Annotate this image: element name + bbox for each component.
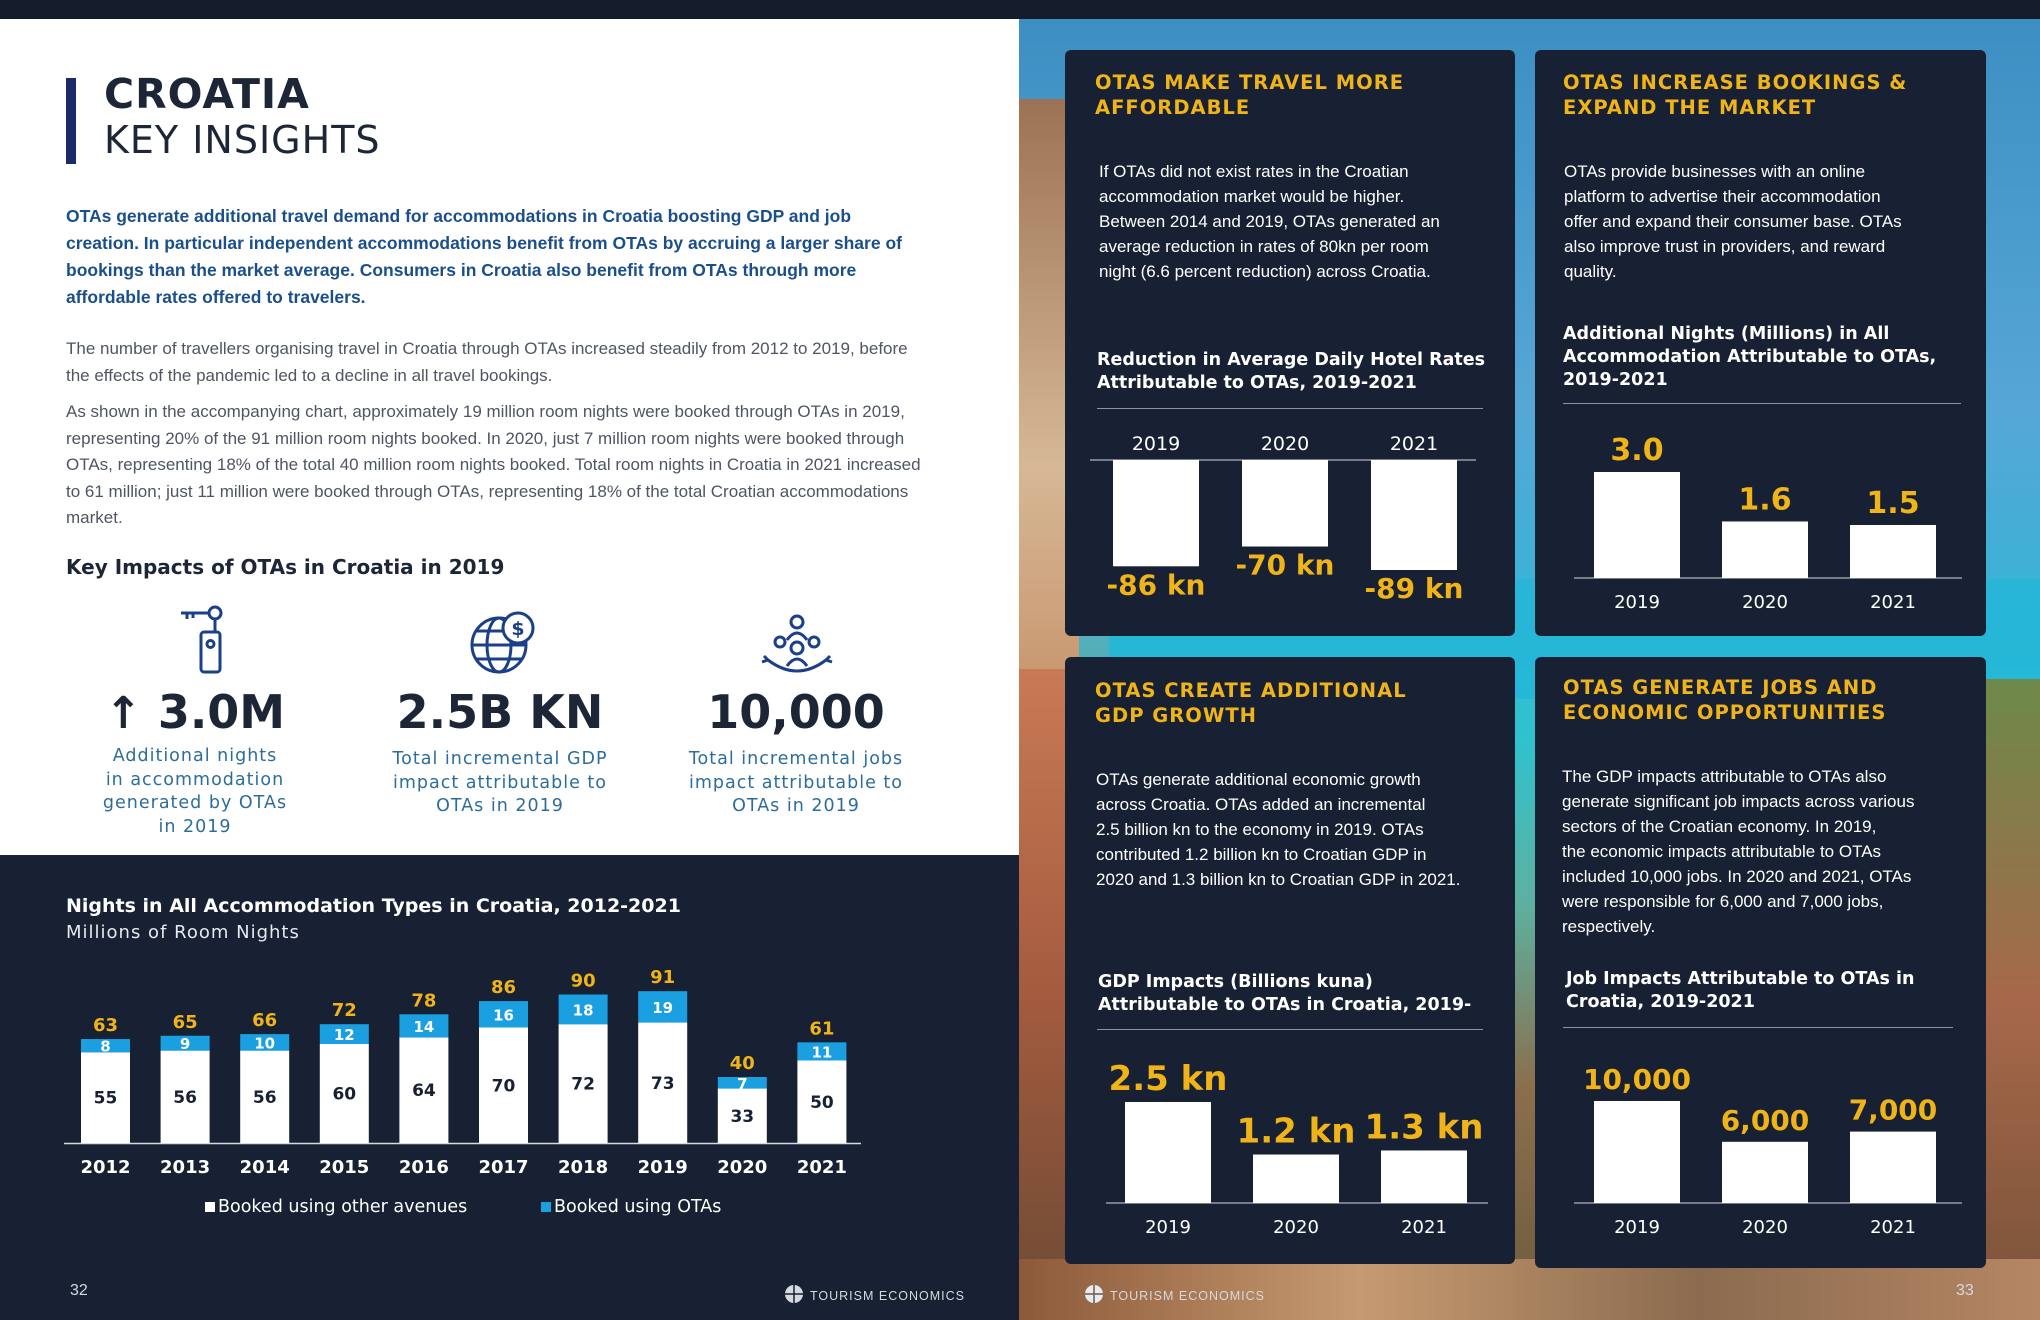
data-label: -70 kn [1235, 548, 1335, 582]
x-tick-label: 2021 [1401, 1217, 1447, 1238]
x-tick-label: 2021 [796, 1157, 847, 1178]
brand-footer-right [1083, 1283, 1265, 1308]
x-tick-label: 2020 [717, 1157, 768, 1178]
bar-label-otas: 8 [100, 1037, 111, 1056]
data-label: 1.3 kn [1364, 1107, 1484, 1148]
bar-label-other: 60 [332, 1084, 357, 1105]
x-tick-label: 2019 [637, 1157, 688, 1178]
x-tick-label: 2016 [398, 1157, 449, 1178]
stat-label-line: OTAs in 2019 [436, 796, 564, 816]
bar-total-label: 66 [252, 1010, 278, 1032]
bar-label-otas: 18 [572, 1001, 594, 1020]
page-number-right: 33 [1956, 1282, 1974, 1299]
card-text-line: offer and expand their consumer base. OTAs [1564, 212, 1902, 231]
stat-value: 3.0M [157, 685, 286, 739]
impacts-heading: Key Impacts of OTAs in Croatia in 2019 [66, 555, 505, 579]
intro-paragraph: OTAs generate additional travel demand for accommodations in Croatia boosting GDP and job creation. In particular independent accommodations benefit from OTAs by accruing a larger share of bookings than the market average. Consumers in Croatia also benefit from OTAs through more affordable rates offered to travelers. [66, 206, 902, 307]
card-bookings-chart-title [1563, 323, 1936, 392]
card-text-line: the economic impacts attributable to OTAs [1562, 842, 1882, 861]
x-tick-label: 2020 [1273, 1217, 1319, 1238]
data-label: 6,000 [1720, 1103, 1810, 1137]
jobs-bar-chart [1560, 1035, 1970, 1250]
chart-divider [1097, 1029, 1483, 1030]
stat-label-line: Total incremental jobs [688, 749, 904, 769]
arrow-up-icon: ↑ [104, 688, 142, 739]
bar-label-other: 33 [730, 1106, 755, 1127]
chart-title-line: Attributable to OTAs in Croatia, 2019- [1098, 995, 1472, 1015]
x-tick-label: 2017 [478, 1157, 529, 1178]
people-network-icon [760, 610, 834, 683]
stat-value: 2.5B KN [396, 685, 604, 739]
globe-logo-icon [783, 1283, 805, 1308]
card-text-line: respectively. [1562, 917, 1656, 936]
card-title-line: GDP GROWTH [1095, 704, 1258, 727]
brand-footer-left [783, 1283, 965, 1308]
photo-town [1980, 679, 2040, 1320]
bar-label-other: 50 [810, 1092, 834, 1113]
stat-label-line: Additional nights [112, 746, 278, 766]
nights-chart-title: Nights in All Accommodation Types in Croatia, 2012-2021 [66, 895, 681, 917]
card-title-line: OTAS INCREASE BOOKINGS & [1563, 71, 1908, 94]
card-text-line: across Croatia. OTAs added an incremental [1096, 795, 1426, 814]
x-tick-label: 2018 [558, 1157, 609, 1178]
top-band [0, 0, 2040, 19]
bar-label-otas: 19 [652, 998, 674, 1017]
globe-dollar-icon [468, 608, 538, 683]
bar [1125, 1102, 1211, 1203]
x-tick-label: 2020 [1742, 1217, 1788, 1238]
bar-total-label: 40 [729, 1053, 755, 1074]
card-text-line: 2.5 billion kn to the economy in 2019. OTAs [1096, 820, 1424, 839]
card-text-line: included 10,000 jobs. In 2020 and 2021, OTAs [1562, 867, 1912, 886]
card-text-line: OTAs provide businesses with an online [1564, 162, 1866, 181]
card-gdp-text [1096, 767, 1461, 892]
card-text-line: generate significant job impacts across various [1562, 792, 1915, 811]
svg-text:$: $ [511, 618, 525, 640]
stat-gdp-impact [380, 685, 620, 819]
globe-logo-icon [1083, 1283, 1105, 1308]
card-text-line: 2020 and 1.3 billion kn to Croatian GDP in 2021. [1096, 870, 1461, 889]
stat-label-line: impact attributable to [393, 772, 607, 793]
chart-title-line: GDP Impacts (Billions kuna) [1098, 972, 1373, 992]
bar-total-label: 86 [490, 977, 517, 999]
card-title-line: OTAS GENERATE JOBS AND [1563, 676, 1878, 699]
card-jobs-title [1563, 675, 1886, 725]
brand-name: TOURISM ECONOMICS [1110, 1288, 1265, 1303]
bar-total-label: 65 [172, 1011, 198, 1033]
page-subtitle: KEY INSIGHTS [104, 118, 381, 162]
card-title-line: AFFORDABLE [1095, 96, 1251, 119]
card-text-line: The GDP impacts attributable to OTAs also [1562, 767, 1887, 786]
x-tick-label: 2021 [1870, 1217, 1916, 1238]
card-gdp-title [1095, 678, 1407, 728]
chart-title-line: Croatia, 2019-2021 [1566, 992, 1755, 1012]
data-label: -86 kn [1106, 568, 1206, 602]
card-bookings-text [1564, 159, 1902, 284]
bar-total-label: 90 [570, 970, 596, 992]
x-tick-label: 2021 [1870, 592, 1916, 613]
data-label: 1.2 kn [1236, 1111, 1356, 1152]
card-text-line: platform to advertise their accommodation [1564, 187, 1881, 206]
card-text-line: OTAs generate additional economic growth [1096, 770, 1421, 789]
bar-label-otas: 12 [333, 1026, 355, 1045]
stat-label-line: in 2019 [158, 816, 232, 837]
stat-label-line: in accommodation [105, 769, 285, 790]
card-text-line: sectors of the Croatian economy. In 2019, [1562, 817, 1877, 836]
bar-label-other: 73 [650, 1073, 675, 1094]
card-text-line: average reduction in rates of 80kn per room [1099, 237, 1429, 256]
stat-jobs-impact [676, 685, 916, 819]
bar [1253, 1155, 1339, 1203]
card-affordable-chart-title [1097, 349, 1485, 395]
legend-swatch [541, 1202, 551, 1212]
data-label: 10,000 [1582, 1063, 1692, 1096]
bar [1722, 1142, 1808, 1203]
data-label: 1.5 [1866, 486, 1920, 521]
bar-label-otas: 7 [737, 1074, 748, 1093]
x-tick-label: 2020 [1742, 592, 1788, 613]
bar-label-other: 72 [571, 1074, 595, 1095]
bar-label-other: 56 [173, 1087, 197, 1108]
bar [1594, 472, 1680, 578]
bar-label-otas: 16 [493, 1006, 514, 1025]
bar-label-otas: 14 [413, 1017, 435, 1036]
nights-stacked-bar-chart [60, 955, 870, 1225]
page-number-left: 32 [70, 1282, 88, 1299]
page-title: CROATIA [104, 70, 310, 118]
data-label: -89 kn [1364, 572, 1464, 605]
chart-title-line: Accommodation Attributable to OTAs, [1563, 347, 1937, 367]
x-tick-label: 2019 [1614, 1217, 1660, 1238]
chart-title-line: Attributable to OTAs, 2019-2021 [1097, 373, 1417, 393]
x-tick-label: 2012 [80, 1157, 131, 1178]
gdp-bar-chart [1090, 1035, 1500, 1250]
card-text-line: If OTAs did not exist rates in the Croatian [1099, 162, 1409, 181]
chart-title-line: Additional Nights (Millions) in All [1563, 324, 1890, 344]
chart-title-line: Reduction in Average Daily Hotel Rates [1097, 350, 1486, 370]
card-text-line: were responsible for 6,000 and 7,000 jobs, [1562, 892, 1884, 911]
nights-bar-chart [1560, 410, 1970, 620]
bar [1242, 460, 1328, 547]
data-label: 2.5 kn [1108, 1059, 1228, 1099]
x-tick-label: 2015 [319, 1157, 370, 1178]
stat-additional-nights [100, 685, 290, 839]
bar-label-other: 56 [252, 1087, 277, 1108]
card-text-line: quality. [1564, 262, 1617, 281]
key-tag-icon [173, 604, 233, 683]
card-gdp-chart-title [1098, 971, 1471, 1017]
x-tick-label: 2019 [1145, 1217, 1191, 1238]
bar-label-otas: 10 [254, 1034, 276, 1053]
stat-label-line: impact attributable to [689, 772, 903, 793]
bar [1850, 525, 1936, 578]
card-affordable-title [1095, 70, 1404, 120]
bar-label-other: 64 [412, 1081, 436, 1102]
card-affordable-text [1099, 159, 1440, 284]
rates-bar-chart [1090, 410, 1490, 610]
chart-divider [1563, 1027, 1953, 1028]
card-title-line: OTAS CREATE ADDITIONAL [1095, 679, 1407, 702]
chart-divider [1097, 408, 1483, 409]
legend-label: Booked using OTAs [554, 1197, 722, 1217]
title-accent-bar [66, 78, 76, 164]
bar [1113, 460, 1199, 566]
bar-label-otas: 9 [179, 1035, 191, 1054]
bar-total-label: 61 [809, 1018, 835, 1040]
x-tick-label: 2014 [239, 1157, 290, 1178]
card-title-line: OTAS MAKE TRAVEL MORE [1095, 71, 1405, 94]
legend-swatch [205, 1202, 215, 1212]
chart-title-line: 2019-2021 [1563, 370, 1668, 390]
bar-total-label: 63 [92, 1015, 119, 1037]
card-jobs-chart-title [1566, 968, 1914, 1014]
legend-otas [541, 1197, 721, 1217]
card-title-line: EXPAND THE MARKET [1563, 96, 1817, 119]
nights-chart-subtitle: Millions of Room Nights [66, 922, 300, 943]
card-text-line: also improve trust in providers, and reward [1564, 237, 1886, 256]
body-paragraph-2: As shown in the accompanying chart, approximately 19 million room nights were booked through OTAs in 2019, representing 20% of the 91 million room nights booked. In 2020, just 7 million room nights were booked through OTAs, representing 18% of the total 40 million room nights booked. Total room nights in Croatia in 2021 increased to 61 million; just 11 million were booked through OTAs, representing 18% of the total Croatian accommodations market. [66, 402, 921, 528]
card-bookings-title [1563, 70, 1907, 120]
stat-label-line: OTAs in 2019 [732, 796, 860, 816]
data-label: 7,000 [1848, 1093, 1938, 1127]
x-tick-label: 2021 [1389, 433, 1439, 455]
bar-total-label: 78 [411, 990, 437, 1012]
bar [1371, 460, 1457, 570]
stat-value: 10,000 [707, 685, 885, 739]
bar [1722, 521, 1808, 578]
brand-name: TOURISM ECONOMICS [810, 1288, 965, 1303]
stat-label-line: generated by OTAs [102, 793, 288, 813]
bar-label-otas: 11 [811, 1043, 833, 1062]
bar-label-other: 55 [93, 1088, 118, 1109]
legend-other-avenues [205, 1197, 467, 1217]
x-tick-label: 2020 [1260, 433, 1310, 455]
card-title-line: ECONOMIC OPPORTUNITIES [1563, 701, 1887, 724]
legend-label: Booked using other avenues [218, 1197, 468, 1217]
x-tick-label: 2013 [160, 1157, 211, 1178]
bar [1850, 1132, 1936, 1203]
bar-total-label: 91 [650, 967, 676, 989]
card-text-line: night (6.6 percent reduction) across Croatia. [1099, 262, 1431, 281]
data-label: 3.0 [1610, 433, 1664, 468]
x-tick-label: 2019 [1614, 592, 1660, 613]
card-text-line: contributed 1.2 billion kn to Croatian GDP in [1096, 845, 1427, 864]
bar-label-other: 70 [491, 1076, 516, 1097]
bar-total-label: 72 [331, 1000, 357, 1022]
stat-label-line: Total incremental GDP [392, 749, 608, 769]
bar [1381, 1150, 1467, 1203]
chart-divider [1563, 403, 1961, 404]
body-paragraph-1: The number of travellers organising travel in Croatia through OTAs increased steadily from 2012 to 2019, before the effects of the pandemic led to a decline in all travel bookings. [66, 339, 908, 385]
card-text-line: accommodation market would be higher. [1099, 187, 1405, 206]
bar [1594, 1101, 1680, 1203]
chart-title-line: Job Impacts Attributable to OTAs in [1566, 969, 1915, 989]
card-jobs-text [1562, 764, 1914, 939]
x-tick-label: 2019 [1131, 433, 1181, 455]
card-text-line: Between 2014 and 2019, OTAs generated an [1099, 212, 1440, 231]
data-label: 1.6 [1738, 482, 1792, 518]
